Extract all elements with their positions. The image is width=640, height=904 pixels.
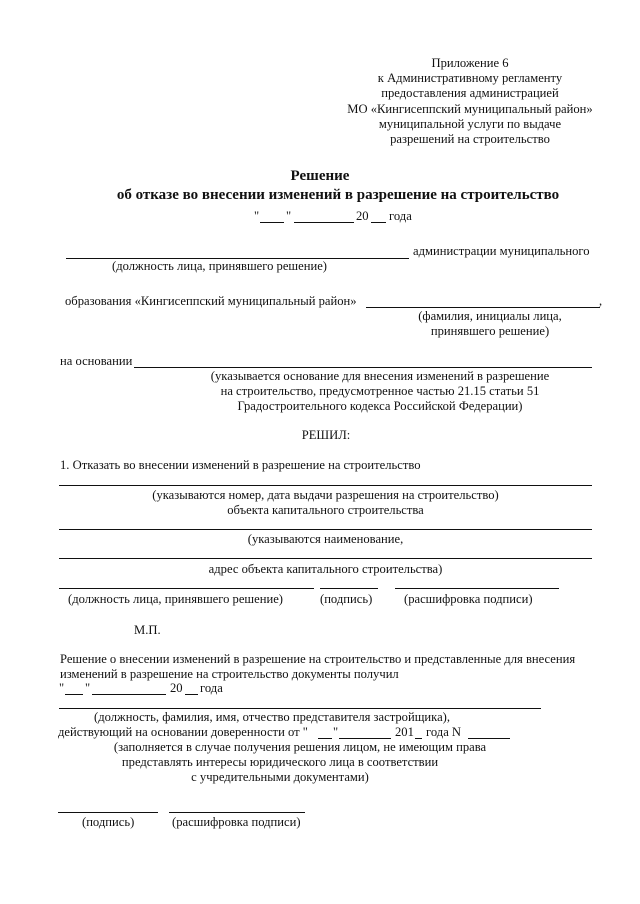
date-month-line [294, 222, 354, 223]
received-date-quote-open: " [59, 681, 65, 695]
proxy-year-line [415, 738, 422, 739]
appendix-line: Приложение 6 [431, 56, 509, 70]
proxy-text-c: 201 [395, 725, 414, 739]
document-subtitle: об отказе во внесении изменений в разрешение на строительство [116, 187, 560, 203]
appendix-line: МО «Кингисеппский муниципальный район» [347, 101, 593, 116]
date-twenty: 20 [356, 209, 369, 223]
received-date-quote-close: " [85, 681, 91, 695]
appendix-line: предоставления администрацией [381, 86, 559, 101]
object-name-line [59, 529, 592, 530]
representative-caption: (должность, фамилия, имя, отчество представителя застройщика), [94, 710, 450, 724]
basis-label: на основании [60, 354, 133, 368]
basis-caption-1: (указывается основание для внесения изменений в разрешение [210, 369, 550, 383]
received-date-year-line [185, 694, 198, 695]
comma: , [599, 294, 603, 308]
stamp-label: М.П. [134, 623, 161, 637]
received-date-year-label: года [200, 681, 223, 695]
note-line-1: (заполняется в случае получения решения лицом, не имеющим права [113, 740, 487, 754]
object-name-caption: (указываются наименование, [247, 532, 404, 546]
appendix-line: к Административному регламенту [377, 71, 563, 86]
proxy-text-b: " [333, 725, 339, 739]
basis-caption-3: Градостроительного кодекса Российской Федерации) [237, 399, 523, 413]
received-line-2: изменений в разрешение на строительство документы получил [60, 667, 399, 681]
name-caption-1: (фамилия, инициалы лица, [418, 309, 562, 323]
date-year-line [371, 222, 386, 223]
received-date-month-line [92, 694, 166, 695]
permit-caption: (указываются номер, дата выдачи разрешения на строительство) [152, 488, 499, 502]
date-year-label: года [389, 209, 412, 223]
received-date-day-line [65, 694, 83, 695]
sig-position-caption: (должность лица, принявшего решение) [68, 592, 283, 606]
bottom-signature-caption: (подпись) [82, 815, 135, 829]
date-day-line [260, 222, 284, 223]
object-address-line [59, 558, 592, 559]
appendix-block [330, 56, 610, 147]
decided-heading: РЕШИЛ: [301, 428, 351, 442]
proxy-text-d: года N [426, 725, 462, 739]
document-title: Решение [290, 168, 350, 184]
admin-suffix: администрации муниципального [413, 244, 590, 258]
received-date-twenty: 20 [170, 681, 183, 695]
appendix-line: муниципальной услуги по выдаче [378, 116, 562, 131]
bottom-decoding-caption: (расшифровка подписи) [172, 815, 301, 829]
representative-line [59, 708, 541, 709]
point-1-text: 1. Отказать во внесении изменений в разрешение на строительство [60, 458, 421, 472]
date-quote-close: " [286, 209, 292, 223]
proxy-month-line [339, 738, 391, 739]
note-line-3: с учредительными документами) [191, 770, 369, 784]
bottom-signature-line [58, 812, 158, 813]
proxy-number-line [468, 738, 510, 739]
sig-decoding-line [395, 588, 559, 589]
received-line-1: Решение о внесении изменений в разрешение на строительство и представленные для внесения [60, 652, 576, 666]
permit-line [59, 485, 592, 486]
name-caption-2: принявшего решение) [430, 324, 550, 338]
sig-signature-line [320, 588, 378, 589]
proxy-day-line [318, 738, 332, 739]
position-caption: (должность лица, принявшего решение) [112, 259, 327, 273]
municipality-text: образования «Кингисеппский муниципальный район» [65, 294, 357, 308]
object-address-caption: адрес объекта капитального строительства) [208, 562, 443, 576]
date-quote-open: " [254, 209, 260, 223]
basis-line [134, 367, 592, 368]
note-line-2: представлять интересы юридического лица в соответствии [121, 755, 439, 769]
sig-signature-caption: (подпись) [320, 592, 373, 606]
name-line [366, 307, 600, 308]
sig-decoding-caption: (расшифровка подписи) [404, 592, 533, 606]
appendix-line: разрешений на строительство [390, 132, 550, 147]
basis-caption-2: на строительство, предусмотренное частью 21.15 статьи 51 [220, 384, 540, 398]
sig-position-line [59, 588, 314, 589]
bottom-decoding-line [169, 812, 305, 813]
proxy-text-a: действующий на основании доверенности от " [58, 725, 308, 739]
object-caption: объекта капитального строительства [227, 503, 424, 517]
